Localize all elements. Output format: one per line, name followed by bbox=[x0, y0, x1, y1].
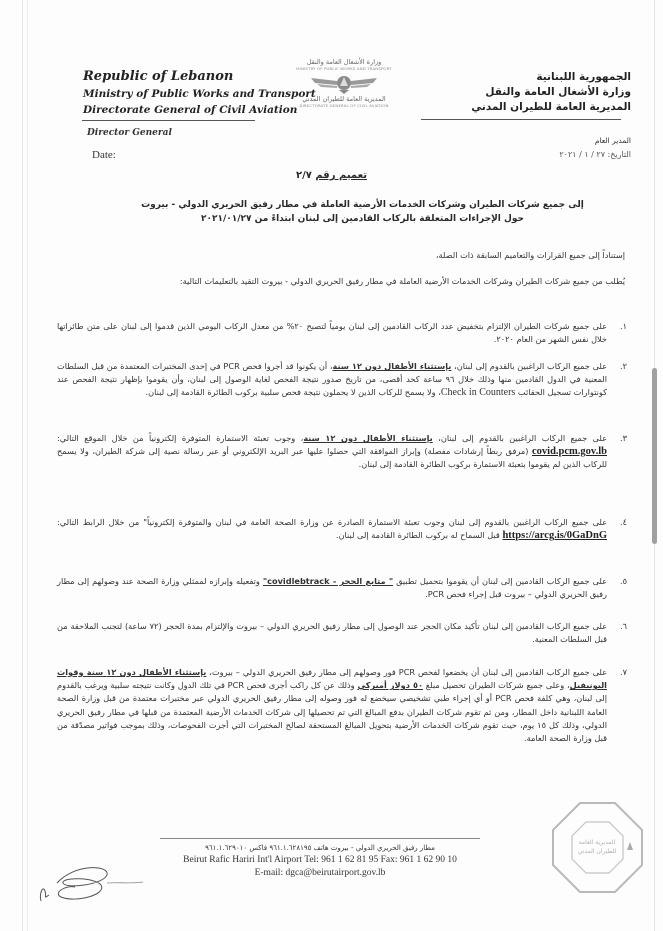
item-text-part: ، أن يكونوا قد أجروا فحص PCR في إحدى المختبرات المعتمدة من قبل السلطات المعنية في الدول القادمين منها وذلك خلال ٩٦ ساعة كحد أقصى، من تاريخ صدور نتيجة الفحص لغاية الوصول إلى لبنان، وأن يقوموا بإظهار نتيجة الفحص عند كونتوارات تسجيل الحقائب bbox=[57, 361, 607, 398]
item-text-part: ، وعلى جميع شركات الطيران تحصيل مبلغ bbox=[425, 680, 570, 691]
item-text bbox=[57, 575, 607, 601]
svg-text:المديرية العامة: المديرية العامة bbox=[578, 839, 616, 846]
director-general-label: Director General bbox=[87, 128, 172, 138]
letterhead-ministry: Ministry of Public Works and Transport bbox=[83, 88, 316, 100]
arcgis-form-link[interactable]: https://arcg.is/0GaDnG bbox=[502, 530, 607, 542]
date-label: Date: bbox=[92, 149, 116, 161]
scrollbar-thumb[interactable] bbox=[652, 368, 657, 544]
item-text-part: على جميع الركاب القادمين إلى لبنان أن يخضعوا لفحص PCR فور وصولهم إلى مطار رفيق الحريري الدولي – بيروت، bbox=[209, 667, 607, 677]
item-emphasis: " متابع الحجر - covidlebtrack" bbox=[262, 576, 394, 586]
circular-subject bbox=[100, 198, 625, 226]
date-value-ar: ٢٧ / ١ / ٢٠٢١ bbox=[559, 150, 605, 159]
instruction-item-1 bbox=[57, 320, 627, 346]
covid-pcm-link[interactable]: covid.pcm.gov.lb bbox=[532, 446, 607, 458]
item-emphasis: بإستثناء الأطفال دون ١٢ سنة bbox=[303, 433, 433, 443]
letterhead-directorate: Directorate General of Civil Aviation bbox=[83, 104, 298, 116]
item-text-part: على جميع الركاب الراغبين بالقدوم إلى لبنان وجوب تعبئة الاستمارة الصادرة عن وزارة الصحة العامة في لبنان والمتوفرة إلكترونياً" من خلال الرابط التالي: bbox=[57, 517, 607, 527]
subject-line-1: إلى جميع شركات الطيران وشركات الخدمات الأرضية العاملة في مطار رفيق الحريري الدولي - بيروت bbox=[141, 200, 584, 210]
intro-request: يُطلب من جميع شركات الطيران وشركات الخدمات الأرضية العاملة في مطار رفيق الحريري الدولي - بيروت التقيد بالتعليمات التالية: bbox=[179, 276, 625, 286]
footer-phone-fax: Beirut Rafic Hariri Int'l Airport Tel: 961 1 62 81 95 Fax: 961 1 62 90 10 bbox=[183, 855, 457, 865]
date-field-ar bbox=[559, 150, 631, 159]
logo-arabic-bottom: المديرية العامة للطيران المدني bbox=[302, 95, 386, 103]
footer-rule bbox=[160, 838, 480, 839]
item-text bbox=[57, 516, 607, 542]
item-text: على جميع شركات الطيران الإلتزام بتخفيض عدد الركاب القادمين إلى لبنان يومياً لتصبح ٢٠% من معدل الركاب اليومي الذين قدموا إلى لبنان على متن طائراتها خلال نفس الشهر من العام ٢٠٢٠. bbox=[57, 321, 608, 345]
circular-title bbox=[0, 170, 663, 181]
item-text-part: على جميع الركاب الراغبين بالقدوم إلى لبنان، bbox=[454, 361, 607, 371]
item-text: على جميع الركاب القادمين إلى لبنان تأكيد مكان الحجر عند الوصول إلى مطار رفيق الحريري الدولي – بيروت والإلتزام بمدة الحجر (٧٢ ساعة) لتجنب الملاحقة من قبل السلطات المعنية. bbox=[57, 621, 607, 645]
item-text-part: على جميع الركاب الراغبين بالقدوم إلى لبنان، bbox=[438, 433, 607, 443]
item-emphasis: بإستثناء الأطفال دون ١٢ سنة bbox=[332, 361, 452, 371]
letterhead-country: Republic of Lebanon bbox=[83, 69, 234, 84]
item-text-part: وذلك عن كل راكب أجرى فحص PCR في تلك الدول وكانت نتيجته سلبية ويرغب بالقدوم إلى لبنان، وهي كلفة فحص PCR أو أي إجراء طبي تشخيصي سيخضع له فور وصوله إلى مطار رفيق الحريري الدولي عبر مختبرات معتمدة من قبل وزارة الصحة العامة اللبنانية داخل المطار، ومن ثم تقوم شركات الطيران بدفع المبالغ التي تم تحصيلها إلى شركات الخدمات الأرضية المعتمدة من قبلها في مطار رفيق الحريري الدولي، وذلك كل ١٥ يوم، حيث تقوم شركات الخدمات الأرضية بتحويل المبالغ المستحقة لصالح المختبرات التي أجرت الفحوصات، وذلك بموجب فواتير مصدّقة من قبل وزارة الصحة العامة. bbox=[57, 680, 607, 744]
logo-english-bottom: DIRECTORATE GENERAL OF CIVIL AVIATION bbox=[299, 103, 389, 108]
svg-text:للطيران المدني: للطيران المدني bbox=[577, 848, 617, 855]
item-text-part: (مرفق ربطاً إرشادات مفصلة) وإبراز الموافقة التي حصلوا عليها عبر البريد الإلكتروني أو عبر رسالة نصية إلى شركة الطيران، ولا يسمح للركاب الذين لم يقوموا بتعبئة الاستمارة بركوب الطائرة القادمة إلى لبنان. bbox=[57, 446, 607, 470]
circular-number: ٢/٧ bbox=[296, 170, 312, 181]
intro-reference: إستناداً إلى جميع القرارات والتعاميم السابقة ذات الصلة، bbox=[435, 250, 625, 260]
arabic-letterhead bbox=[471, 70, 631, 115]
page-edge bbox=[22, 0, 23, 931]
item-latin-term: Check in Counters bbox=[440, 387, 516, 399]
item-text-part: وتفعيله وإبرازه لممثلي وزارة الصحة عند وصولهم إلى مطار رفيق الحريري الدولي – بيروت قبل إجراء فحص PCR. bbox=[57, 576, 607, 600]
item-text-part: ، وجوب تعبئة الاستمارة المتوفرة إلكترونياً من خلال الموقع التالي: bbox=[57, 433, 304, 443]
letterhead-country-ar: الجمهورية اللبنانية bbox=[536, 71, 631, 83]
ministry-logo bbox=[290, 58, 398, 118]
instruction-item-7 bbox=[57, 666, 627, 745]
item-number: ٢. bbox=[619, 361, 627, 371]
item-number: ٣. bbox=[619, 433, 627, 443]
page-edge bbox=[27, 0, 28, 931]
item-number: ٤. bbox=[619, 517, 627, 527]
item-text bbox=[57, 432, 607, 472]
item-text bbox=[57, 666, 607, 745]
logo-arabic-top: وزارة الأشغال العامة والنقل bbox=[306, 58, 382, 66]
instruction-item-3 bbox=[57, 432, 627, 472]
circular-title-prefix: تعميم رقم bbox=[315, 170, 367, 181]
item-number: ١. bbox=[619, 321, 627, 331]
aviation-wings-icon bbox=[309, 72, 379, 94]
official-stamp-icon bbox=[550, 800, 645, 895]
logo-english-top: MINISTRY OF PUBLIC WORKS AND TRANSPORT bbox=[296, 66, 392, 71]
signature-icon bbox=[35, 855, 145, 905]
date-label-ar: التاريخ: bbox=[607, 150, 631, 159]
footer-contact bbox=[120, 843, 520, 880]
footer-email: E-mail: dgca@beirutairport.gov.lb bbox=[254, 868, 386, 878]
director-general-label-ar: المدير العام bbox=[594, 136, 631, 145]
item-text-part: ، ولا يسمح للركاب الذين لا يحملون نتيجة فحص سلبية بركوب الطائرة القادمة إلى لبنان. bbox=[145, 387, 441, 398]
footer-arabic-contact: مطار رفيق الحريري الدولي - بيروت هاتف ٩٦١.١.٦٢٨١٩٥ فاكس ٩٦١.١.٦٢٩٠١٠ bbox=[205, 844, 435, 852]
item-emphasis: ٥٠ دولار أميركي bbox=[357, 680, 423, 691]
item-number: ٧. bbox=[619, 667, 627, 677]
instruction-item-5 bbox=[57, 575, 627, 601]
item-text-part: على جميع الركاب القادمين إلى لبنان أن يقوموا بتحميل تطبيق bbox=[396, 576, 608, 586]
subject-line-2: حول الإجراءات المتعلقة بالركاب القادمين إلى لبنان ابتداءً من ٢٠٢١/٠١/٢٧ bbox=[201, 214, 524, 224]
instruction-item-4 bbox=[57, 516, 627, 542]
item-emphasis: بإستثناء الأطفال دون ١٢ سنة وقوات اليونيفيل bbox=[57, 667, 607, 691]
item-number: ٦. bbox=[619, 621, 627, 631]
letterhead-rule-ar bbox=[421, 119, 621, 120]
letterhead-ministry-ar: وزارة الأشغال العامة والنقل bbox=[485, 86, 631, 98]
instruction-item-2 bbox=[57, 360, 627, 400]
english-letterhead bbox=[83, 68, 316, 118]
letterhead-rule bbox=[82, 120, 255, 121]
item-text-part: قبل السماح له بركوب الطائرة القادمة إلى لبنان. bbox=[335, 530, 500, 541]
item-number: ٥. bbox=[619, 576, 627, 586]
letterhead-directorate-ar: المديرية العامة للطيران المدني bbox=[471, 101, 631, 113]
item-text bbox=[57, 360, 607, 400]
instruction-item-6 bbox=[57, 620, 627, 646]
